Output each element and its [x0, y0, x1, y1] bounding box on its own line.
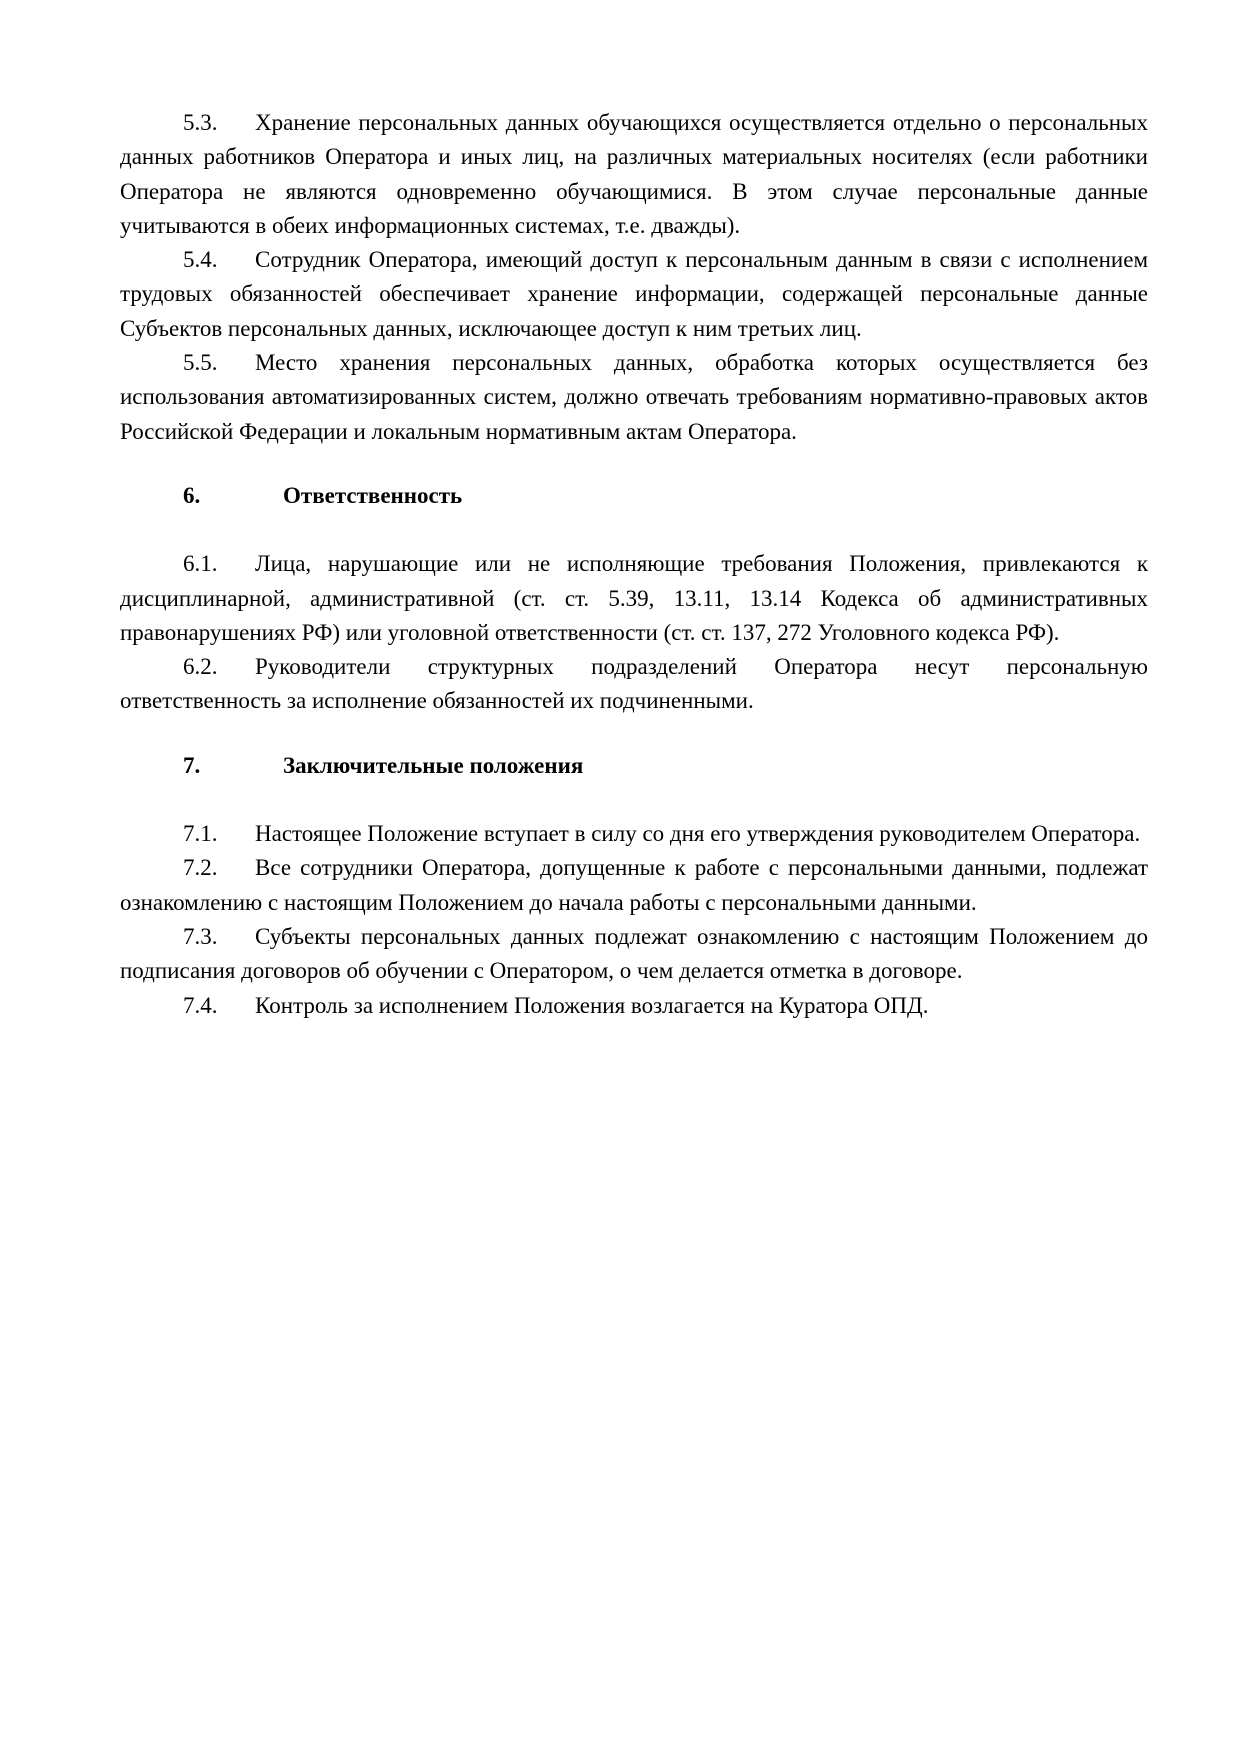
- document-content: [120, 106, 1148, 1023]
- paragraph-text: Субъекты персональных данных подлежат ознакомлению с настоящим Положением до подписания договоров об обучении с Оператором, о чем делается отметка в договоре.: [120, 923, 1148, 984]
- paragraph-5-3: [120, 106, 1148, 243]
- paragraph-number: 6.1.: [183, 551, 218, 577]
- paragraph-text: Лица, нарушающие или не исполняющие требования Положения, привлекаются к дисциплинарной, административной (ст. ст. 5.39, 13.11, 13.14 Кодекса об административных правонарушениях РФ) или уголовной ответственности (ст. ст. 137, 272 Уголовного кодекса РФ).: [120, 551, 1148, 645]
- paragraph-7-4: [120, 989, 1148, 1023]
- section-heading-7: [120, 749, 1148, 783]
- paragraph-text: Руководители структурных подразделений Оператора несут персональную ответственность за исполнение обязанностей их подчиненными.: [120, 654, 1148, 714]
- paragraph-number: 7.1.: [183, 821, 218, 847]
- paragraph-text: Хранение персональных данных обучающихся осуществляется отдельно о персональных данных работников Оператора и иных лиц, на различных материальных носителях (если работники Оператора не являются одновременно обучающимися. В этом случае персональные данные учитываются в обеих информационных системах, т.е. дважды).: [120, 110, 1148, 238]
- paragraph-number: 7.2.: [183, 855, 218, 881]
- paragraph-number: 5.3.: [183, 110, 218, 135]
- paragraph-5-5: [120, 346, 1148, 449]
- heading-number: 6.: [183, 482, 201, 508]
- paragraph-number: 6.2.: [183, 654, 218, 680]
- paragraph-7-1: [120, 817, 1148, 851]
- paragraph-7-3: [120, 920, 1148, 989]
- heading-text: Ответственность: [283, 482, 463, 508]
- paragraph-text: Настоящее Положение вступает в силу со дня его утверждения руководителем Оператора.: [255, 821, 1141, 847]
- section-heading-6: [120, 479, 1148, 513]
- paragraph-text: Сотрудник Оператора, имеющий доступ к персональным данным в связи с исполнением трудовых обязанностей обеспечивает хранение информации, содержащей персональные данные Субъектов персональных данных, исключающее доступ к ним третьих лиц.: [120, 247, 1148, 341]
- paragraph-7-2: [120, 851, 1148, 920]
- paragraph-number: 7.3.: [183, 923, 218, 949]
- paragraph-number: 5.4.: [183, 247, 218, 273]
- paragraph-number: 5.5.: [183, 350, 218, 376]
- paragraph-number: 7.4.: [183, 992, 218, 1018]
- paragraph-text: Все сотрудники Оператора, допущенные к работе с персональными данными, подлежат ознакомлению с настоящим Положением до начала работы с персональными данными.: [120, 855, 1148, 915]
- paragraph-text: Контроль за исполнением Положения возлагается на Куратора ОПД.: [255, 992, 929, 1018]
- heading-text: Заключительные положения: [283, 752, 584, 778]
- heading-number: 7.: [183, 752, 201, 778]
- paragraph-5-4: [120, 243, 1148, 346]
- paragraph-6-1: [120, 547, 1148, 650]
- paragraph-text: Место хранения персональных данных, обработка которых осуществляется без использования автоматизированных систем, должно отвечать требованиям нормативно-правовых актов Российской Федерации и локальным нормативным актам Оператора.: [120, 350, 1148, 444]
- paragraph-6-2: [120, 650, 1148, 719]
